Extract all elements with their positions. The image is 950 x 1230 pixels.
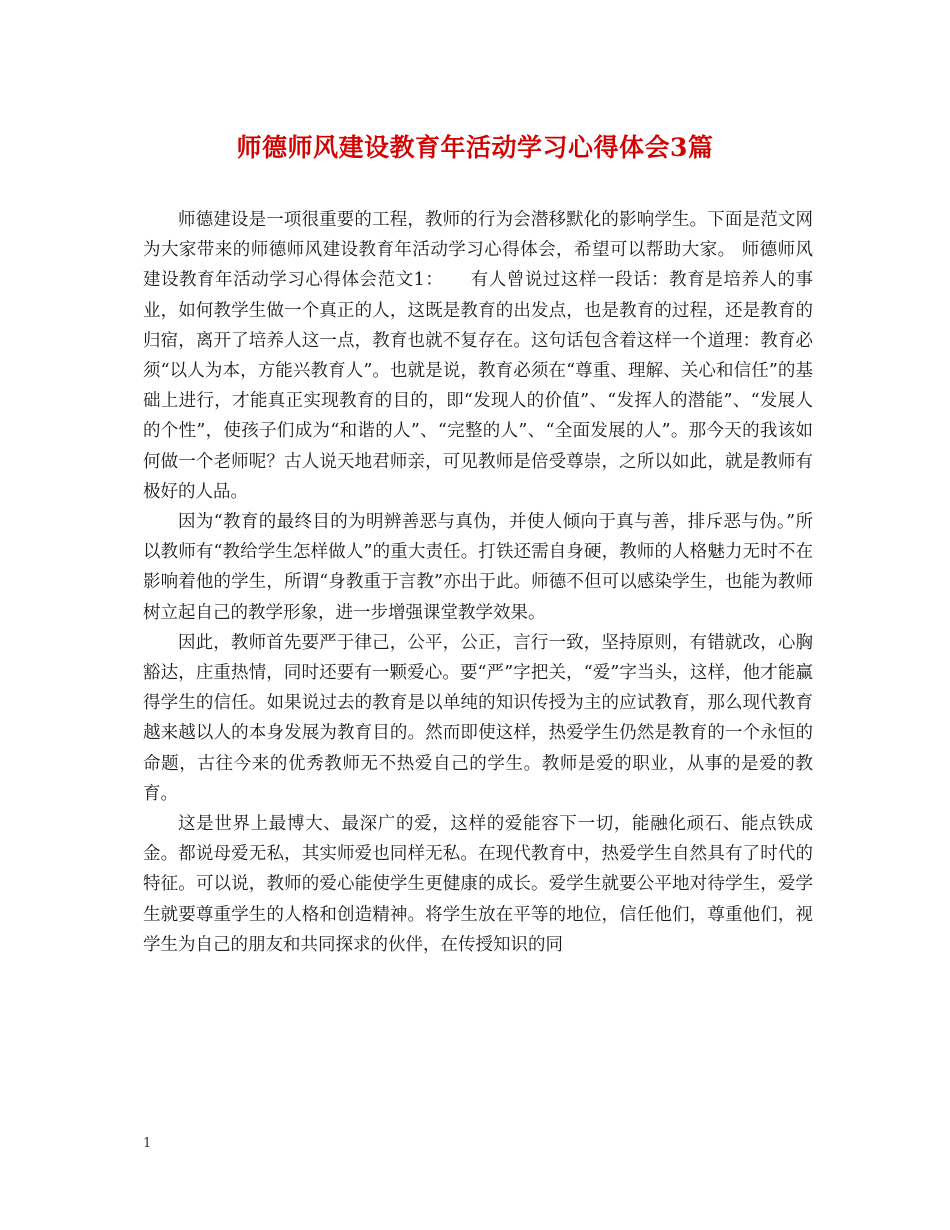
page-number: 1 — [143, 1136, 152, 1151]
document-title: 师德师风建设教育年活动学习心得体会3篇 — [236, 133, 714, 162]
paragraph-4: 这是世界上最博大、最深广的爱，这样的爱能容下一切，能融化顽石、能点铁成金。都说母爱无私，其实师爱也同样无私。在现代教育中，热爱学生自然具有了时代的特征。可以说，教师的爱心能使学生更健康的成长。爱学生就要公平地对待学生，爱学生就要尊重学生的人格和创造精神。将学生放在平等的地位，信任他们，尊重他们，视学生为自己的朋友和共同探求的伙伴，在传授知识的同 — [143, 814, 813, 955]
paragraph-2: 因为“教育的最终目的为明辨善恶与真伪，并使人倾向于真与善，排斥恶与伪。”所以教师有“教给学生怎样做人”的重大责任。打铁还需自身硬，教师的人格魅力无时不在影响着他的学生，所谓“身教重于言教”亦出于此。师德不但可以感染学生，也能为教师树立起自己的教学形象，进一步增强课堂教学效果。 — [143, 512, 813, 623]
paragraph-1: 师德建设是一项很重要的工程，教师的行为会潜移默化的影响学生。下面是范文网为大家带来的师德师风建设教育年活动学习心得体会，希望可以帮助大家。 师德师风建设教育年活动学习心得体会范文1： 有人曾说过这样一段话：教育是培养人的事业，如何教学生做一个真正的人，这既是教育的出发点，也是教育的过程，还是教育的归宿，离开了培养人这一点，教育也就不复存在。这句话包含着这样一个道理：教育必须“以人为本，方能兴教育人”。也就是说，教育必须在“尊重、理解、关心和信任”的基础上进行，才能真正实现教育的目的，即“发现人的价值”、“发挥人的潜能”、“发展人的个性”，使孩子们成为“和谐的人”、“完整的人”、“全面发展的人”。那今天的我该如何做一个老师呢？古人说天地君师亲，可见教师是倍受尊崇，之所以如此，就是教师有极好的人品。 — [143, 210, 813, 502]
paragraph-3: 因此，教师首先要严于律己，公平，公正，言行一致，坚持原则，有错就改，心胸豁达，庄重热情，同时还要有一颗爱心。要“严”字把关，“爱”字当头，这样，他才能赢得学生的信任。如果说过去的教育是以单纯的知识传授为主的应试教育，那么现代教育越来越以人的本身发展为教育目的。然而即使这样，热爱学生仍然是教育的一个永恒的命题，古往今来的优秀教师无不热爱自己的学生。教师是爱的职业，从事的是爱的教育。 — [143, 632, 813, 804]
document-body — [143, 205, 813, 960]
